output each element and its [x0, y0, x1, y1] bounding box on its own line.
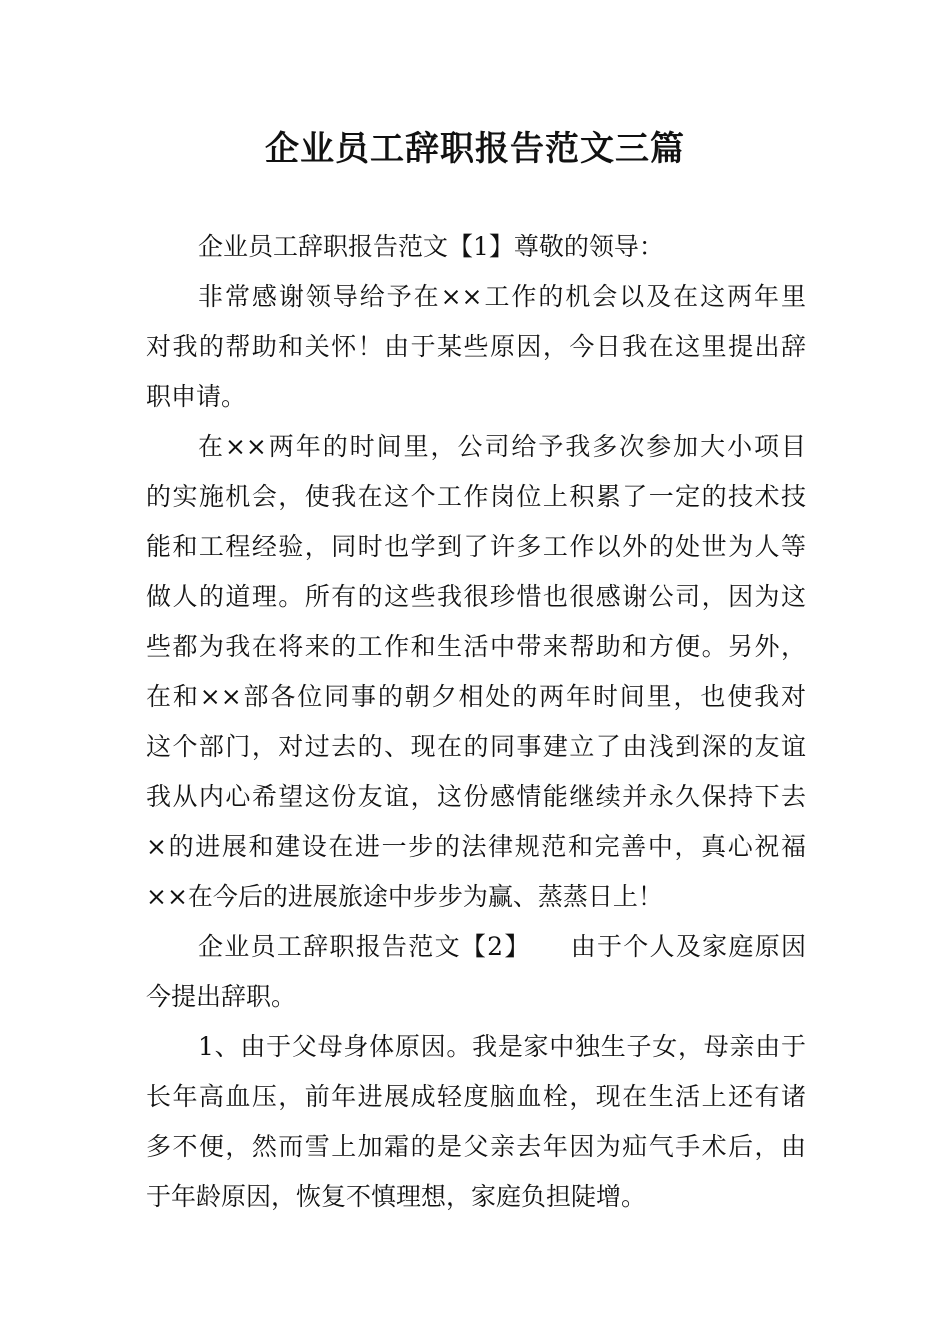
- text-line: 些都为我在将来的工作和生活中带来帮助和方便。另外，: [146, 632, 806, 661]
- text-line: ×的进展和建设在进一步的法律规范和完善中，真心祝福: [146, 832, 806, 861]
- text-line: 的实施机会，使我在这个工作岗位上积累了一定的技术技: [146, 482, 806, 511]
- text-line: 在××两年的时间里，公司给予我多次参加大小项目: [198, 432, 806, 461]
- text-line: 这个部门，对过去的、现在的同事建立了由浅到深的友谊: [146, 732, 806, 761]
- text-line: 多不便，然而雪上加霜的是父亲去年因为疝气手术后，由: [146, 1132, 806, 1161]
- document-title: 企业员工辞职报告范文三篇: [265, 129, 685, 169]
- text-line: 我从内心希望这份友谊，这份感情能继续并永久保持下去: [146, 782, 806, 811]
- text-line: 企业员工辞职报告范文【2】 由于个人及家庭原因: [198, 932, 806, 961]
- text-line: 非常感谢领导给予在××工作的机会以及在这两年里: [198, 282, 806, 311]
- text-line: ××在今后的进展旅途中步步为赢、蒸蒸日上！: [146, 882, 663, 911]
- document-body: [146, 222, 806, 1222]
- text-line: 企业员工辞职报告范文【1】尊敬的领导：: [198, 232, 664, 261]
- text-line: 做人的道理。所有的这些我很珍惜也很感谢公司，因为这: [146, 582, 806, 611]
- text-line: 长年高血压，前年进展成轻度脑血栓，现在生活上还有诸: [146, 1082, 806, 1111]
- text-line: 今提出辞职。: [146, 982, 297, 1011]
- text-line: 1、由于父母身体原因。我是家中独生子女，母亲由于: [198, 1032, 806, 1061]
- text-line: 在和××部各位同事的朝夕相处的两年时间里，也使我对: [146, 682, 806, 711]
- text-line: 职申请。: [146, 382, 247, 411]
- text-line: 对我的帮助和关怀！由于某些原因，今日我在这里提出辞: [146, 332, 806, 361]
- text-line: 能和工程经验，同时也学到了许多工作以外的处世为人等: [146, 532, 806, 561]
- text-line: 于年龄原因，恢复不慎理想，家庭负担陡增。: [146, 1182, 647, 1211]
